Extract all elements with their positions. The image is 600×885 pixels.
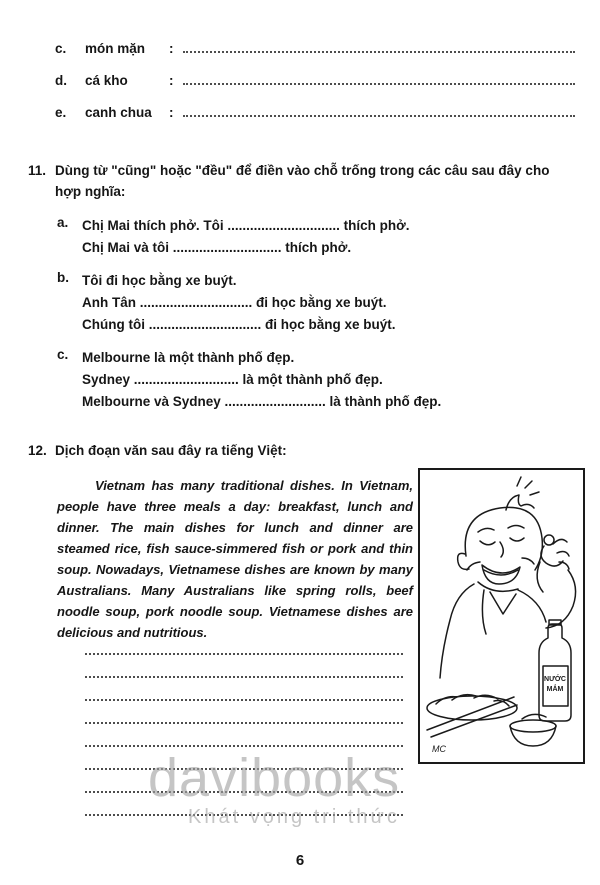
sentence-line: Chị Mai và tôi ............................. thích phở. <box>82 240 352 255</box>
bottle-label-line1: NƯỚC <box>544 676 566 683</box>
item-label: c. <box>55 41 67 56</box>
illustration-frame <box>418 468 585 764</box>
dotted-answer-line <box>85 655 403 678</box>
exercise-item-a <box>57 215 572 259</box>
item-label: d. <box>55 73 67 88</box>
item-sentences <box>82 215 409 259</box>
bottle-label-line2: MẮM <box>546 686 564 693</box>
item-sentences <box>82 347 441 413</box>
dish-list <box>55 24 575 120</box>
exercise-11 <box>28 160 572 424</box>
dotted-blank-line <box>183 51 575 53</box>
sentence-line: Melbourne là một thành phố đẹp. <box>82 350 295 365</box>
dotted-blank-line <box>183 115 575 117</box>
sparkle-icon <box>517 477 539 495</box>
item-label: a. <box>57 215 69 230</box>
dish-name: món mặn <box>85 41 146 56</box>
item-sentences <box>82 270 396 336</box>
item-label: c. <box>57 347 69 362</box>
dotted-answer-line <box>85 793 403 816</box>
exercise-heading <box>28 160 572 202</box>
sentence-line: Chị Mai thích phở. Tôi .............................. thích phở. <box>82 218 410 233</box>
sentence-line: Melbourne và Sydney ........................... là thành phố đẹp. <box>82 394 442 409</box>
dish-name: canh chua <box>85 105 152 120</box>
exercise-number: 12. <box>28 443 47 458</box>
artist-signature: MC <box>432 744 446 754</box>
dish-name: cá kho <box>85 73 128 88</box>
page-number: 6 <box>295 852 305 869</box>
dotted-blank-line <box>183 83 575 85</box>
exercise-heading <box>28 440 572 461</box>
exercise-items <box>57 215 572 413</box>
colon: : <box>169 105 174 120</box>
list-item <box>55 56 575 88</box>
chef-illustration <box>420 470 583 762</box>
sentence-line: Chúng tôi .............................. đi học bằng xe buýt. <box>82 317 396 332</box>
dotted-answer-line <box>85 747 403 770</box>
list-item <box>55 24 575 56</box>
dotted-answer-line <box>85 632 403 655</box>
watermark-subtitle: Khát vọng tri thức <box>188 806 400 828</box>
exercise-number: 11. <box>28 163 47 178</box>
exercise-title: Dịch đoạn văn sau đây ra tiếng Việt: <box>55 443 287 458</box>
colon: : <box>169 73 174 88</box>
dotted-answer-line <box>85 701 403 724</box>
exercise-item-b <box>57 270 572 336</box>
dotted-answer-line <box>85 770 403 793</box>
exercise-title: Dùng từ "cũng" hoặc "đều" để điền vào chỗ trống trong các câu sau đây cho hợp nghĩa: <box>55 163 550 199</box>
answer-lines <box>85 632 403 816</box>
english-paragraph: Vietnam has many traditional dishes. In Vietnam, people have three meals a day: breakfast, lunch and dinner. The main dishes for lunch and dinner are steamed rice, fish sauce-simmered fish or pork and thin soup. Nowadays, Vietnamese dishes are known by many Australians. Many Australians like spring rolls, beef noodle soup, pork noodle soup. Vietnamese dishes are delicious and nutritious. <box>57 478 413 640</box>
dotted-answer-line <box>85 724 403 747</box>
item-label: e. <box>55 105 67 120</box>
sentence-line: Anh Tân .............................. đi học bằng xe buýt. <box>82 295 387 310</box>
sentence-line: Tôi đi học bằng xe buýt. <box>82 273 237 288</box>
list-item <box>55 88 575 120</box>
sentence-line: Sydney ............................ là một thành phố đẹp. <box>82 372 383 387</box>
dotted-answer-line <box>85 678 403 701</box>
colon: : <box>169 41 174 56</box>
watermark-title: davibooks <box>148 748 401 808</box>
item-label: b. <box>57 270 69 285</box>
exercise-item-c <box>57 347 572 413</box>
